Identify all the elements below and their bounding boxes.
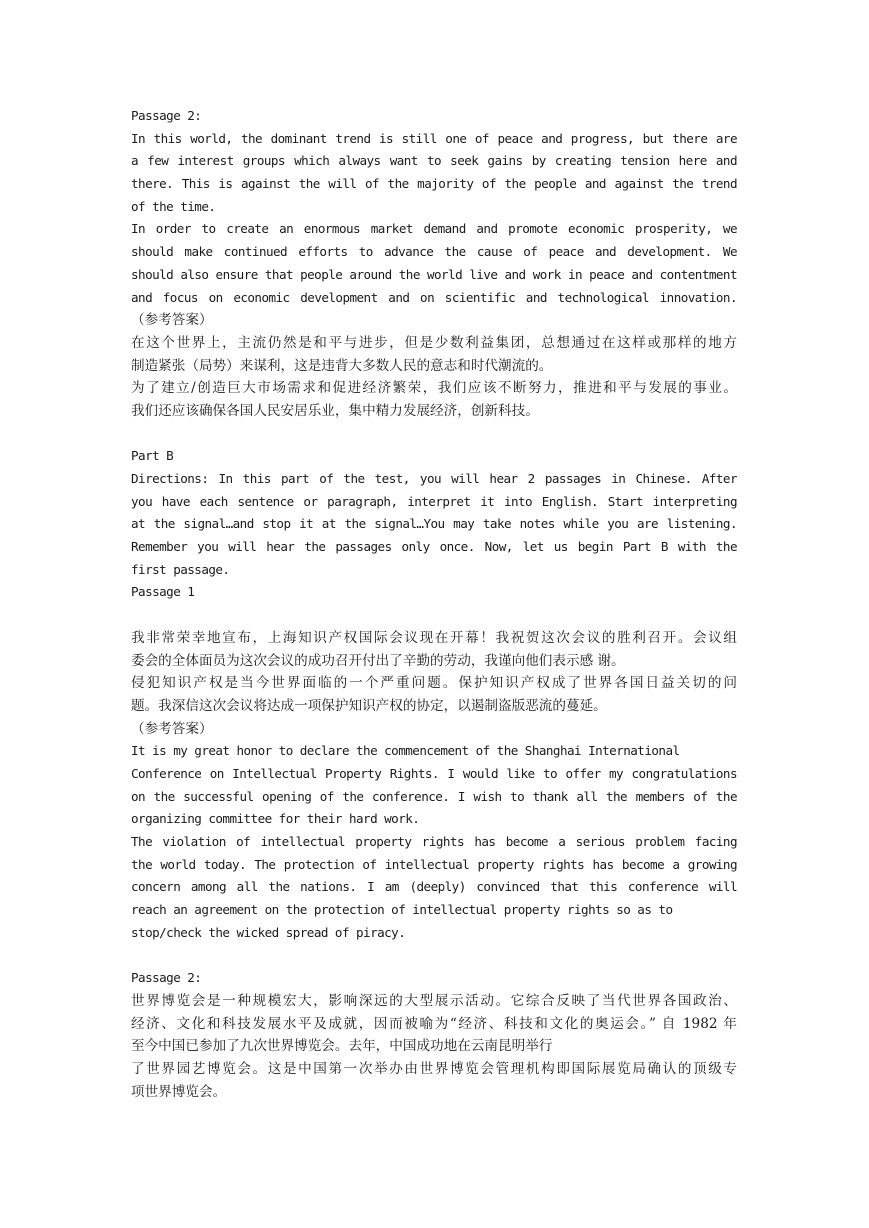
passage2-zh-line-3: 至今中国已参加了九次世界博览会。去年，中国成功地在云南昆明举行 [131,1038,553,1055]
passage2-p2-line-3: should also ensure that people around the world live and work in peace and contentment [131,266,737,282]
passage2-p1-line-3: there. This is against the will of the majority of the people and against the trend [131,176,737,192]
passage1-answer-line-5: The violation of intellectual property rights has become a serious problem facing [131,834,737,849]
directions-line-4: Remember you will hear the passages only once. Now, let us begin Part B with the [131,539,737,555]
spacer [131,423,737,446]
passage2-p1-line-2: a few interest groups which always want to seek gains by creating tension here and [131,153,737,169]
passage1-answer-line-8: reach an agreement on the protection of intellectual property rights so as to [131,902,673,918]
passage1-zh-line-2: 委会的全体面员为这次会议的成功召开付出了辛勤的劳动，我谨向他们表示感 谢。 [131,652,625,669]
passage2-zh-line-2: 经济、文化和科技发展水平及成就，因而被喻为“经济、科技和文化的奥运会。” 自 1982 年 [131,1015,737,1032]
document-page [131,105,737,1103]
passage1-answer-line-2: Conference on Intellectual Property Rights. I would like to offer my congratulations [131,765,737,781]
passage2-zh-line-5: 项世界博览会。 [131,1083,227,1100]
passage2-p1-line-1: In this world, the dominant trend is still one of peace and progress, but there are [131,130,737,146]
passage2-p1-line-4: of the time. [131,198,216,214]
directions-line-3: at the signal…and stop it at the signal…You may take notes while you are listening. [131,516,737,532]
passage2-answer-label: （参考答案） [131,312,213,329]
passage1-answer-line-9: stop/check the wicked spread of piracy. [131,924,406,940]
passage2-answer-line-3: 为了建立/创造巨大市场需求和促进经济繁荣，我们应该不断努力，推进和平与发展的事业。 [131,380,737,397]
passage1-answer-line-3: on the successful opening of the conference. I wish to thank all the members of the [131,788,737,804]
spacer [131,604,737,627]
passage2-zh-line-4: 了世界园艺博览会。这是中国第一次举办由世界博览会管理机构即国际展览局确认的顶级专 [131,1060,737,1077]
passage2-heading: Passage 2: [131,108,202,123]
passage1-answer-label: （参考答案） [131,720,213,737]
passage2-p2-line-4: and focus on economic development and on scientific and technological innovation. [131,289,737,305]
passage1-zh-line-4: 题。我深信这次会议将达成一项保护知识产权的协定，以遏制盗版恶流的蔓延。 [131,697,607,714]
passage2-answer-line-1: 在这个世界上，主流仍然是和平与进步，但是少数利益集团，总想通过在这样或那样的地方 [131,334,737,351]
passage2-zh-heading: Passage 2: [131,970,202,986]
passage2-answer-line-4: 我们还应该确保各国人民安居乐业，集中精力发展经济，创新科技。 [131,402,539,419]
passage2-p2-line-1: In order to create an enormous market demand and promote economic prosperity, we [131,221,737,237]
passage1-heading: Passage 1 [131,584,195,600]
directions-line-2: you have each sentence or paragraph, interpret it into English. Start interpreting [131,493,737,509]
spacer [131,944,737,967]
passage1-zh-line-3: 侵犯知识产权是当今世界面临的一个严重问题。保护知识产权成了世界各国日益关切的问 [131,675,737,692]
passage1-answer-line-1: It is my great honor to declare the commencement of the Shanghai International [131,743,680,759]
passage1-answer-line-4: organizing committee for their hard work. [131,811,420,827]
directions-line-5: first passage. [131,561,230,577]
directions-line-1: Directions: In this part of the test, you will hear 2 passages in Chinese. After [131,471,737,486]
part-b-heading: Part B [131,448,174,464]
passage2-answer-line-2: 制造紧张（局势）来谋利，这是违背大多数人民的意志和时代潮流的。 [131,357,553,374]
passage1-answer-line-7: concern among all the nations. I am (deeply) convinced that this conference will [131,879,737,895]
passage2-p2-line-2: should make continued efforts to advance the cause of peace and development. We [131,244,737,260]
passage2-zh-line-1: 世界博览会是一种规模宏大，影响深远的大型展示活动。它综合反映了当代世界各国政治、 [131,992,737,1009]
passage1-answer-line-6: the world today. The protection of intellectual property rights has become a growing [131,856,737,872]
passage1-zh-line-1: 我非常荣幸地宣布，上海知识产权国际会议现在开幕！我祝贺这次会议的胜利召开。会议组 [131,629,737,646]
